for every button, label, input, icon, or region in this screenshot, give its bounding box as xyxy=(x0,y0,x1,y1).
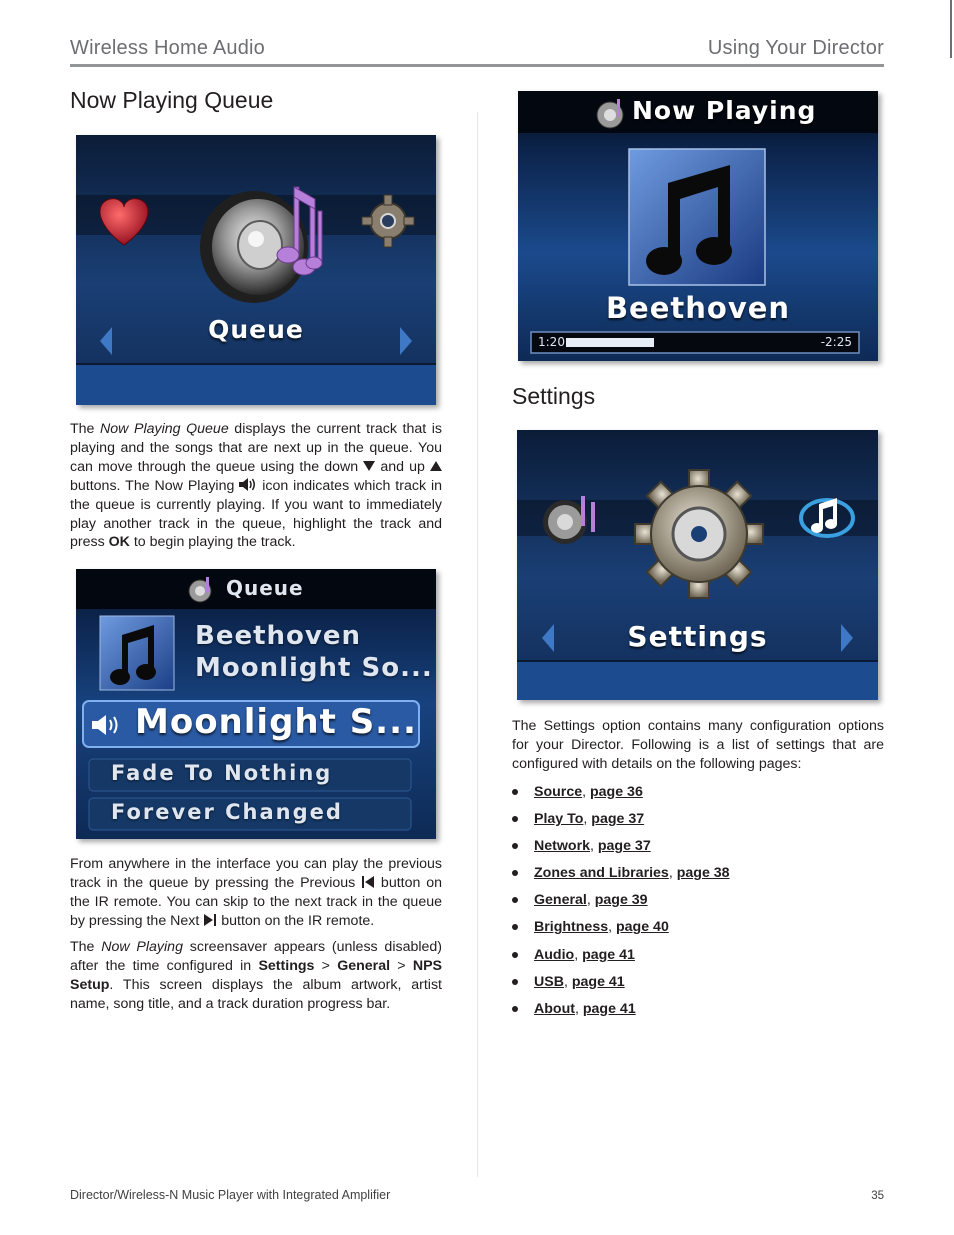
settings-link-page[interactable]: page 39 xyxy=(594,892,648,909)
bullet xyxy=(512,870,518,876)
settings-link-name[interactable]: About xyxy=(534,1000,575,1017)
screensaver-description: The Now Playing screensaver appears (unless disabled) after the time configured in Settings > General > NPS Setup. This screen displays the album artwork, artist name, song title, and a track duration progress bar. xyxy=(70,939,443,1012)
header-right: Using Your Director xyxy=(707,37,884,59)
settings-link-item xyxy=(512,838,884,865)
settings-link-item xyxy=(512,919,884,946)
next-track-icon xyxy=(203,914,217,926)
settings-link-item xyxy=(512,784,884,811)
bullet xyxy=(512,924,518,930)
queue-screen-artist: Beethoven xyxy=(195,621,361,651)
now-playing-remaining: -2:25 xyxy=(820,335,852,349)
link-separator: , xyxy=(583,811,592,828)
queue-next-track-2[interactable]: Forever Changed xyxy=(111,800,343,824)
bullet xyxy=(512,979,518,985)
bullet xyxy=(512,789,518,795)
settings-link-name[interactable]: Network xyxy=(534,838,590,855)
section-title-settings: Settings xyxy=(512,383,596,409)
settings-menu-label: Settings xyxy=(627,620,768,653)
down-triangle-icon xyxy=(363,461,375,472)
bullet xyxy=(512,816,518,822)
link-separator: , xyxy=(574,1000,583,1017)
now-playing-elapsed: 1:20 xyxy=(538,335,565,349)
settings-link-item xyxy=(512,947,884,974)
queue-menu-screenshot xyxy=(76,135,436,405)
large-gear-icon xyxy=(635,470,763,598)
now-playing-screenshot xyxy=(518,91,878,361)
settings-link-list xyxy=(512,784,884,1028)
footer-product-name: Director/Wireless-N Music Player with Integrated Amplifier xyxy=(70,1188,391,1202)
previous-track-icon xyxy=(361,876,375,888)
link-separator: , xyxy=(589,838,598,855)
now-playing-progress-fill xyxy=(566,338,654,347)
link-separator: , xyxy=(563,973,572,990)
bullet xyxy=(512,952,518,958)
page-edge-mark xyxy=(950,0,952,58)
queue-screen-album: Moonlight So... xyxy=(195,653,433,683)
link-separator: , xyxy=(574,946,583,963)
queue-screen-header: Queue xyxy=(226,576,304,600)
previous-next-description: From anywhere in the interface you can play the previous track in the queue by pressing the Previous button on the IR remote. You can skip to the next track in the queue by pressing the Next button on the IR remote. xyxy=(70,856,442,929)
now-playing-artist: Beethoven xyxy=(605,291,791,325)
settings-link-page[interactable]: page 38 xyxy=(676,865,730,882)
up-triangle-icon xyxy=(430,461,442,472)
queue-current-track[interactable]: Moonlight S... xyxy=(135,702,417,742)
bullet xyxy=(512,897,518,903)
settings-description: The Settings option contains many configuration options for your Director. Following is a list of settings that are configured with details on the following pages: xyxy=(512,718,884,772)
settings-link-name[interactable]: Audio xyxy=(534,946,575,963)
settings-link-name[interactable]: Play To xyxy=(534,811,584,828)
section-title-now-playing-queue: Now Playing Queue xyxy=(70,87,274,113)
queue-list-screenshot xyxy=(76,569,436,839)
settings-link-item xyxy=(512,892,884,919)
bullet xyxy=(512,1006,518,1012)
now-playing-header: Now Playing xyxy=(632,96,817,125)
settings-link-item xyxy=(512,974,884,1001)
header-rule xyxy=(70,64,884,67)
settings-link-item xyxy=(512,811,884,838)
link-separator: , xyxy=(582,784,590,800)
link-separator: , xyxy=(586,892,595,909)
now-playing-speaker-icon xyxy=(239,478,257,491)
settings-link-name[interactable]: Zones and Libraries xyxy=(534,865,669,882)
settings-link-item xyxy=(512,1001,884,1028)
settings-link-page[interactable]: page 36 xyxy=(590,784,643,800)
settings-link-page[interactable]: page 37 xyxy=(597,838,651,855)
settings-link-name[interactable]: Brightness xyxy=(534,919,609,936)
settings-link-page[interactable]: page 41 xyxy=(582,946,635,963)
settings-link-page[interactable]: page 41 xyxy=(582,1000,636,1017)
header-left: Wireless Home Audio xyxy=(70,37,265,59)
column-divider xyxy=(477,112,478,1177)
settings-menu-screenshot xyxy=(517,430,878,700)
bullet xyxy=(512,843,518,849)
settings-link-name[interactable]: USB xyxy=(534,973,564,990)
settings-link-page[interactable]: page 37 xyxy=(591,811,645,828)
page-number: 35 xyxy=(871,1190,884,1202)
settings-link-name[interactable]: Source xyxy=(534,784,583,800)
settings-link-page[interactable]: page 40 xyxy=(616,919,669,936)
settings-link-page[interactable]: page 41 xyxy=(571,973,625,990)
link-separator: , xyxy=(668,865,677,882)
queue-next-track-1[interactable]: Fade To Nothing xyxy=(111,761,333,785)
link-separator: , xyxy=(608,919,616,936)
queue-description: The Now Playing Queue displays the current track that is playing and the songs that are next up in the queue. You can move through the queue using the down and up buttons. The Now Playing icon indicates which track in the queue is currently playing. If you want to immediately play another track in the queue, highlight the track and press OK to begin playing the track. xyxy=(70,421,442,551)
settings-link-name[interactable]: General xyxy=(534,892,587,909)
settings-link-item xyxy=(512,865,884,892)
queue-menu-label: Queue xyxy=(208,315,304,344)
